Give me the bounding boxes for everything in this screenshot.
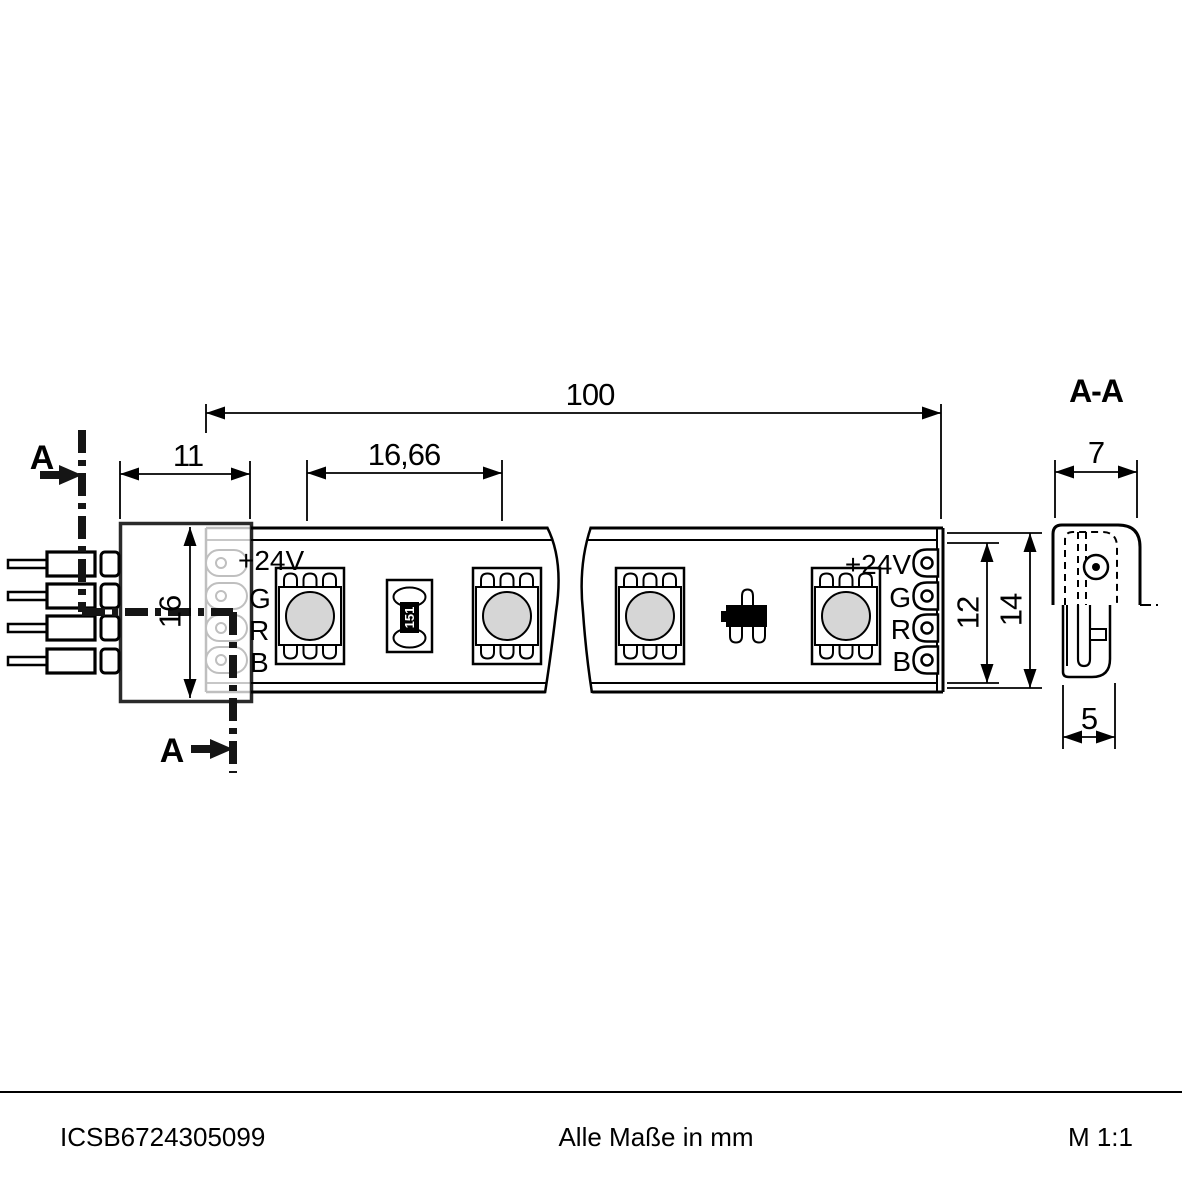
dim-100: 100 [565,377,615,412]
profile-wire-core [1092,563,1100,571]
profile-pcb-section [1090,629,1106,640]
label-left-24v: +24V [238,545,305,576]
led-package-1 [276,568,344,664]
led-package-3 [616,568,684,664]
dimension-total-length [206,377,941,519]
profile-slot [1078,605,1090,666]
label-left-b: B [250,647,269,678]
footer [0,1092,1182,1152]
wire-pin-24v [8,552,119,576]
dimension-connector-length [120,438,250,519]
section-label-top: A [29,439,55,477]
hidden-pad-b [206,647,247,673]
label-right-r: R [890,614,911,645]
solder-pad-24v [914,550,939,577]
dim-5: 5 [1080,701,1098,736]
solder-pad-g [914,583,939,610]
dimension-pcb-width [947,543,999,683]
section-arrow-top [30,439,82,485]
wire-pin-r [8,616,119,640]
led-package-4 [812,568,880,664]
section-view-title: A-A [1069,373,1123,409]
label-right-g: G [889,582,911,613]
hidden-pad-g [206,583,247,609]
wire-pin-b [8,649,119,673]
led-package-2 [473,568,541,664]
section-view-aa [1053,373,1158,749]
wire-pin-g [8,584,119,608]
resistor [387,580,432,652]
led-strip [251,522,943,698]
dim-7: 7 [1087,435,1105,470]
dim-16: 16 [152,595,188,629]
scale-note: M 1:1 [1067,1122,1133,1152]
dim-12: 12 [950,596,986,630]
label-left-r: R [249,615,270,646]
transistor [721,590,767,643]
hidden-pad-r [206,615,247,641]
label-right-b: B [892,646,911,677]
solder-pad-b [914,647,939,674]
solder-pad-r [914,615,939,642]
section-arrow-bottom [160,732,233,770]
label-right-24v: +24V [844,549,911,580]
dim-11: 11 [172,438,204,473]
dimension-led-pitch [307,437,502,521]
dimension-profile-depth [1063,683,1115,749]
resistor-code-label: 151 [402,606,417,629]
label-left-g: G [249,583,271,614]
section-label-bottom: A [159,732,185,770]
strip-break [545,522,593,698]
part-number: ICSB6724305099 [60,1122,266,1152]
units-note: Alle Maße in mm [558,1122,754,1152]
dimension-profile-width [1055,435,1137,518]
dim-16-66: 16,66 [367,437,441,472]
dim-14: 14 [993,593,1029,627]
